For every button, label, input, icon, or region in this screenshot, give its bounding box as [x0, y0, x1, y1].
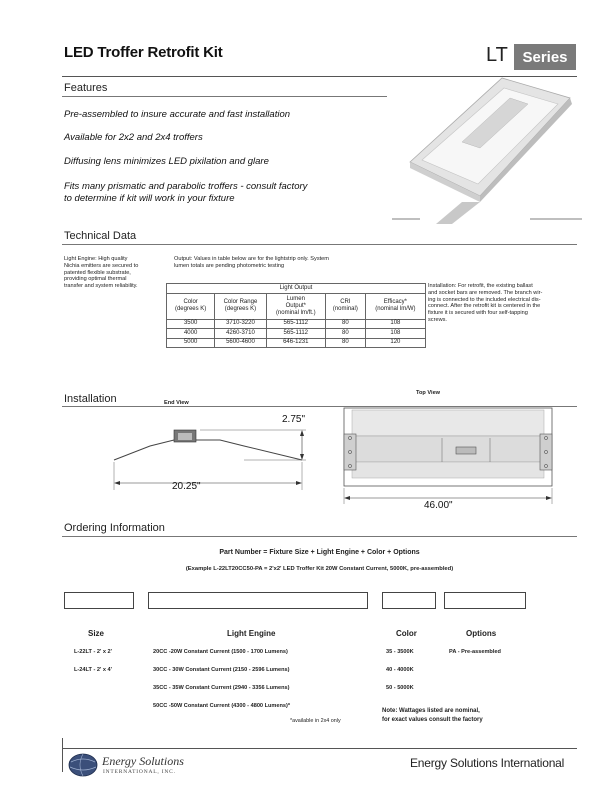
series-badge-label: Series	[522, 48, 568, 66]
light-engine-note: Light Engine: High quality Nichia emitters are secured to patented flexible substrate, providing optimal thermal transfer and system reliability.	[64, 256, 139, 290]
engine-item: 30CC - 30W Constant Current (2150 - 2596 Lumens)	[153, 667, 290, 673]
table-row: 4000 4260-3710 565-1112 80 108	[167, 329, 426, 339]
company-name: Energy Solutions International	[410, 756, 565, 770]
color-item: 40 - 4000K	[386, 667, 414, 673]
light-engine-box	[148, 592, 368, 609]
part-number-formula: Part Number = Fixture Size + Light Engine + Color + Options	[219, 549, 420, 556]
engine-footnote: *available in 2x4 only	[290, 718, 341, 724]
globe-logo-icon	[66, 752, 100, 778]
color-box	[382, 592, 436, 609]
size-item: L-22LT - 2' x 2'	[74, 649, 112, 655]
footer-left-rule	[62, 738, 63, 772]
engine-item: 20CC -20W Constant Current (1500 - 1700 Lumens)	[153, 649, 288, 655]
installation-note: Installation: For retrofit, the existing ballast and socket bars are removed. The branch wir- ing is connected to the included electrical dis- connect. After the retrofit kit is centered in the fixture it is secured with four self-tapping screws.	[428, 283, 543, 323]
series-code: LT	[486, 44, 508, 66]
options-heading: Options	[466, 629, 497, 638]
top-view-drawing	[338, 400, 560, 508]
end-view-label: End View	[164, 400, 189, 406]
size-item: L-24LT - 2' x 4'	[74, 667, 112, 673]
features-heading: Features	[64, 82, 108, 94]
length-dimension: 46.00"	[424, 500, 453, 511]
engine-item: 50CC -50W Constant Current (4300 - 4800 Lumens)*	[153, 703, 291, 709]
feature-item: to determine if kit will work in your fixture	[64, 193, 235, 204]
top-view-label: Top View	[416, 390, 441, 396]
table-row: 5000 5600-4600 646-1231 80 120	[167, 338, 426, 348]
options-box	[444, 592, 526, 609]
technical-heading: Technical Data	[64, 230, 137, 242]
color-item: 35 - 3500K	[386, 649, 414, 655]
light-engine-heading: Light Engine	[227, 629, 276, 638]
options-item: PA - Pre-assembled	[449, 649, 501, 655]
height-dimension: 2.75"	[282, 414, 306, 425]
logo-subtitle: INTERNATIONAL, INC.	[103, 769, 176, 775]
page-title: LED Troffer Retrofit Kit	[64, 44, 223, 61]
light-output-table	[166, 283, 426, 348]
col-color: Color (degrees K)	[167, 293, 215, 319]
troffer-bracket	[436, 202, 480, 224]
col-lumen-output: Lumen Output* (nominal lm/ft.)	[266, 293, 325, 319]
features-rule	[62, 96, 387, 97]
feature-item: Pre-assembled to insure accurate and fast installation	[64, 109, 291, 120]
width-dimension: 20.25"	[172, 481, 201, 492]
feature-item: Available for 2x2 and 2x4 troffers	[64, 132, 203, 143]
col-efficacy: Efficacy* (nominal lm/W)	[365, 293, 425, 319]
installation-heading: Installation	[64, 393, 117, 405]
table-row: 3500 3710-3220 565-1112 80 108	[167, 319, 426, 329]
color-heading: Color	[396, 629, 417, 638]
technical-rule	[62, 244, 577, 245]
series-badge	[514, 44, 576, 70]
wattage-note: Note: Wattages listed are nominal, for exact values consult the factory	[382, 708, 483, 723]
ordering-heading: Ordering Information	[64, 522, 165, 534]
feature-item: Diffusing lens minimizes LED pixilation and glare	[64, 156, 269, 167]
ordering-rule	[62, 536, 577, 537]
part-number-example: (Example L-22LT20CC50-PA = 2'x2' LED Troffer Kit 20W Constant Current, 5000K, pre-assembled)	[185, 566, 454, 572]
footer-rule	[62, 748, 577, 749]
table-header-row	[167, 293, 426, 319]
table-group-header: Light Output	[167, 284, 426, 294]
size-heading: Size	[88, 629, 105, 638]
color-item: 50 - 5000K	[386, 685, 414, 691]
feature-item: Fits many prismatic and parabolic troffers - consult factory	[64, 181, 308, 192]
product-photo	[392, 74, 582, 224]
col-cri: CRI (nominal)	[325, 293, 365, 319]
output-note: Output: Values in table below are for the lightstrip only. System lumen totals are pending photometric testing	[174, 256, 329, 269]
col-color-range: Color Range (degrees K)	[215, 293, 266, 319]
logo-name: Energy Solutions	[102, 754, 184, 768]
size-box	[64, 592, 134, 609]
engine-item: 35CC - 35W Constant Current (2940 - 3356 Lumens)	[153, 685, 290, 691]
